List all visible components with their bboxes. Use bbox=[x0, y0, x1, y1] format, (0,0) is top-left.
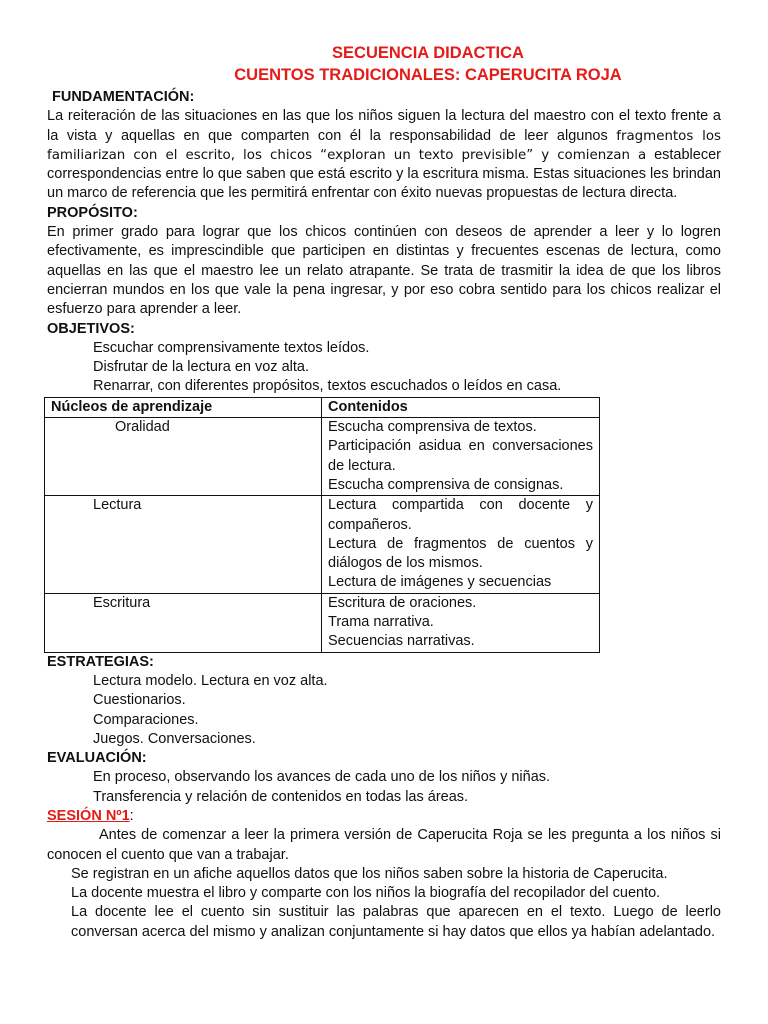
contenidos-table bbox=[44, 397, 600, 653]
evaluacion-item: Transferencia y relación de contenidos en todas las áreas. bbox=[93, 788, 469, 805]
table-header-contenidos: Contenidos bbox=[322, 397, 600, 417]
contenido-item: Participación asidua en conversaciones de lectura. bbox=[328, 438, 593, 474]
estrategias-heading: ESTRATEGIAS: bbox=[47, 653, 154, 670]
proposito-text: En primer grado para lograr que los chicos continúen con deseos de aprender a leer y lo logren efectivamente, es imprescindible que participen en distintas y frecuentes escenas de lectura, como aquellas en las que el maestro lee un relato atrapante. Se trata de trasmitir la idea de que los libros encierran mundos en los que vale la pena ingresar, y por eso cobra sentido para los chicos realizar el esfuerzo para aprender a leer. bbox=[47, 224, 721, 318]
table-cell-nucleo bbox=[45, 496, 322, 593]
sesion-heading-line bbox=[47, 807, 721, 826]
sesion-paragraph: Se registran en un afiche aquellos datos que los niños saben sobre la historia de Caperucita. bbox=[71, 865, 668, 882]
contenido-item: Lectura compartida con docente y compañeros. bbox=[328, 497, 593, 533]
estrategia-item: Comparaciones. bbox=[93, 711, 199, 728]
estrategia-item: Juegos. Conversaciones. bbox=[93, 730, 256, 747]
document-title: SECUENCIA DIDACTICA bbox=[332, 44, 524, 62]
nucleo-label: Escritura bbox=[93, 594, 151, 611]
table-cell-contenidos bbox=[322, 593, 600, 652]
fundamentacion-text-b: fragmentos los familiarizan con el escrito, los chicos “exploran un texto previsible” y comienzan a bbox=[47, 128, 721, 163]
contenido-item: Trama narrativa. bbox=[328, 614, 434, 631]
estrategia-item: Cuestionarios. bbox=[93, 692, 186, 709]
document-subtitle: CUENTOS TRADICIONALES: CAPERUCITA ROJA bbox=[234, 66, 622, 84]
nucleo-label: Oralidad bbox=[115, 419, 170, 436]
objetivo-item: Disfrutar de la lectura en voz alta. bbox=[93, 359, 309, 376]
objetivo-item: Escuchar comprensivamente textos leídos. bbox=[93, 339, 370, 356]
nucleo-label: Lectura bbox=[93, 497, 142, 514]
sesion-paragraph: La docente muestra el libro y comparte con los niños la biografía del recopilador del cuento. bbox=[71, 885, 661, 902]
sesion-heading-colon: : bbox=[129, 807, 134, 824]
contenido-item: Escucha comprensiva de textos. bbox=[328, 419, 537, 436]
document-page bbox=[47, 42, 721, 942]
table-row bbox=[45, 418, 600, 496]
contenido-item: Lectura de imágenes y secuencias bbox=[328, 574, 552, 591]
table-header-nucleos: Núcleos de aprendizaje bbox=[45, 397, 322, 417]
table-cell-nucleo bbox=[45, 418, 322, 496]
table-row bbox=[45, 593, 600, 652]
proposito-heading: PROPÓSITO: bbox=[47, 204, 138, 221]
table-cell-nucleo bbox=[45, 593, 322, 652]
table-cell-contenidos bbox=[322, 418, 600, 496]
fundamentacion-heading: FUNDAMENTACIÓN: bbox=[52, 89, 195, 105]
fundamentacion-text-a: La reiteración de las situaciones en las que los niños siguen la lectura del maestro con el texto frente a la vista y aquellas en que comparten con él la responsabilidad de leer algunos bbox=[47, 108, 721, 144]
evaluacion-heading: EVALUACIÓN: bbox=[47, 750, 147, 767]
objetivos-heading: OBJETIVOS: bbox=[47, 320, 135, 337]
contenido-item: Secuencias narrativas. bbox=[328, 633, 475, 650]
contenido-item: Escucha comprensiva de consignas. bbox=[328, 476, 564, 493]
objetivo-item: Renarrar, con diferentes propósitos, textos escuchados o leídos en casa. bbox=[93, 378, 562, 395]
fundamentacion-text bbox=[47, 107, 721, 203]
evaluacion-item: En proceso, observando los avances de cada uno de los niños y niñas. bbox=[93, 769, 551, 786]
sesion-heading: SESIÓN Nº1 bbox=[47, 807, 130, 824]
sesion-paragraph: La docente lee el cuento sin sustituir las palabras que aparecen en el texto. Luego de leerlo conversan acerca del mismo y analizan conjuntamente si hay datos que ellos ya habían adelantado. bbox=[71, 904, 721, 940]
table-cell-contenidos bbox=[322, 496, 600, 593]
fundamentacion-text-c: establecer correspondencias entre lo que saben que está escrito y la escritura misma. Estas situaciones les brindan un marco de referencia que les permitirá enfrentar con éxito nuevas propuestas de lectura directa. bbox=[47, 146, 721, 202]
estrategia-item: Lectura modelo. Lectura en voz alta. bbox=[93, 672, 328, 689]
table-row bbox=[45, 496, 600, 593]
table-header-row bbox=[45, 397, 600, 417]
contenido-item: Escritura de oraciones. bbox=[328, 594, 477, 611]
contenido-item: Lectura de fragmentos de cuentos y diálogos de los mismos. bbox=[328, 535, 593, 572]
sesion-paragraph: Antes de comenzar a leer la primera versión de Caperucita Roja se les pregunta a los niños si conocen el cuento que van a trabajar. bbox=[47, 827, 721, 863]
